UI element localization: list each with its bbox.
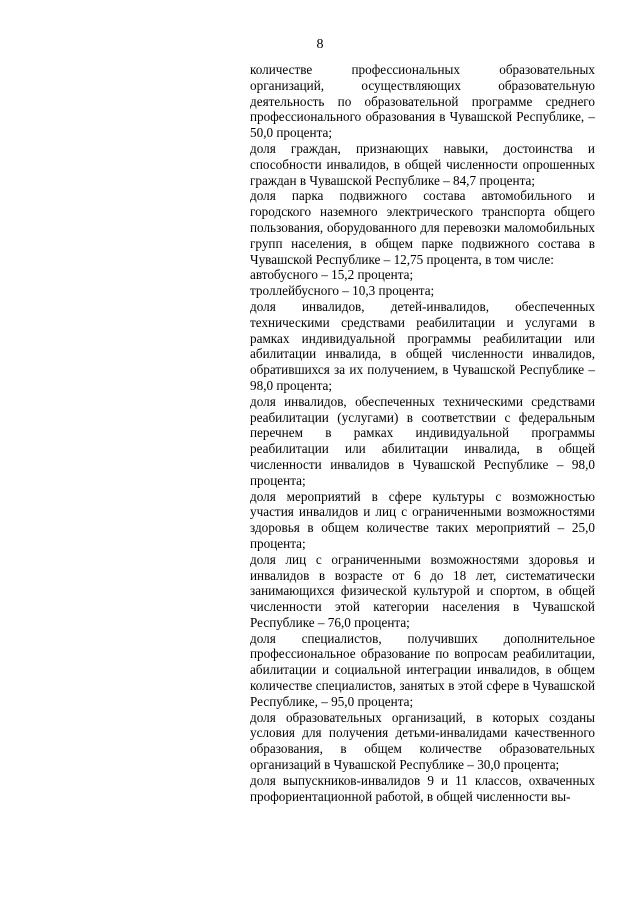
paragraph: доля граждан, признающих навыки, достоинства и способности инвалидов, в общей численности опрошенных граждан в Чувашской Республике – 84,7 процента; [250, 140, 595, 188]
document-body [250, 62, 595, 804]
paragraph: автобусного – 15,2 процента; [250, 267, 414, 283]
paragraph: доля лиц с ограниченными возможностями здоровья и инвалидов в возрасте от 6 до 18 лет, систематически занимающихся физической культурой и спортом, в общей численности этой категории населения в Чувашской Республике – 76,0 процента; [250, 551, 595, 630]
page-number: 8 [316, 37, 324, 52]
paragraph: доля мероприятий в сфере культуры с возможностью участия инвалидов и лиц с ограниченными возможностями здоровья в общем количестве таких мероприятий – 25,0 процента; [250, 488, 595, 551]
paragraph: доля выпускников-инвалидов 9 и 11 классов, охваченных профориентационной работой, в общей численности вы- [250, 772, 595, 804]
paragraph: доля инвалидов, обеспеченных техническими средствами реабилитации (услугами) в соответствии с федеральным перечнем в рамках индивидуальной программы реабилитации или абилитации инвалида, в общей численности инвалидов в Чувашской Республике – 98,0 процента; [250, 393, 595, 488]
paragraph: доля парка подвижного состава автомобильного и городского наземного электрического транспорта общего пользования, оборудованного для перевозки маломобильных групп населения, в общем парке подвижного состава в Чувашской Республике – 12,75 процента, в том числе: [250, 188, 595, 267]
paragraph: доля образовательных организаций, в которых созданы условия для получения детьми-инвалидами качественного образования, в общем количестве образовательных организаций в Чувашской Республике – 30,0 процента; [250, 709, 595, 773]
paragraph: троллейбусного – 10,3 процента; [250, 283, 435, 299]
paragraph: доля специалистов, получивших дополнительное профессиональное образование по вопросам реабилитации, абилитации и социальной интеграции инвалидов, в общем количестве специалистов, занятых в этой сфере в Чувашской Республике, – 95,0 процента; [250, 630, 595, 709]
paragraph: доля инвалидов, детей-инвалидов, обеспеченных техническими средствами реабилитации и услугами в рамках индивидуальной программы реабилитации или абилитации инвалида, в общей численности инвалидов, обратившихся за их получением, в Чувашской Республике – 98,0 процента; [250, 298, 595, 393]
paragraph: количестве профессиональных образовательных организаций, осуществляющих образовательную деятельность по образовательной программе среднего профессионального образования в Чувашской Республике, – 50,0 процента; [250, 62, 595, 141]
